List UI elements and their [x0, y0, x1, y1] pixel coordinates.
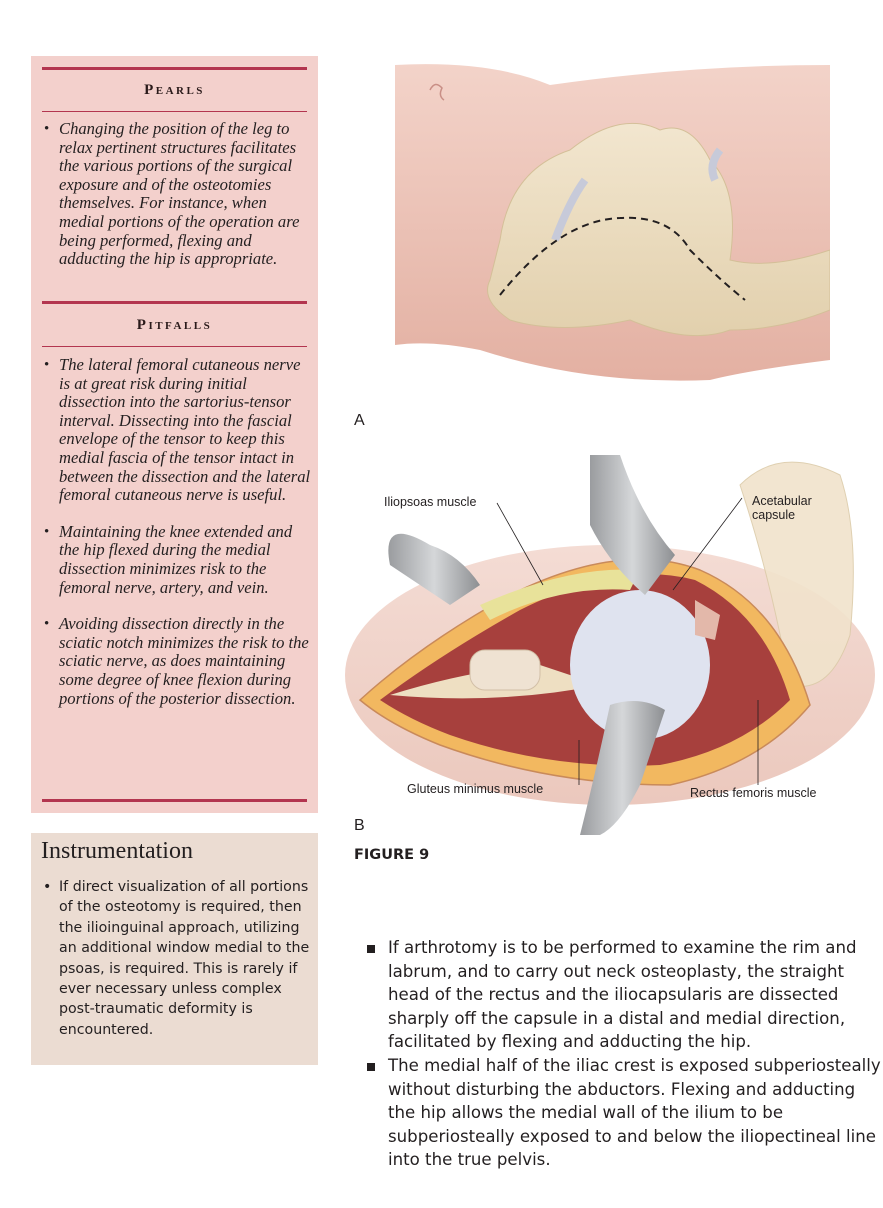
pearls-list: [42, 120, 312, 287]
pitfalls-list: [42, 356, 312, 726]
divider: [42, 301, 307, 304]
figure-a-illustration: [390, 60, 830, 385]
list-item: • Avoiding dissection directly in the sciatic notch minimizes the risk to the sciatic nerve, as does maintaining some degree of knee flexion during portions of the posterior dissection.: [44, 614, 309, 708]
pearls-pitfalls-box: [31, 56, 318, 813]
divider: [42, 346, 307, 347]
list-item: If arthrotomy is to be performed to examine the rim and labrum, and to carry out neck osteoplasty, the straight head of the rectus and the iliocapsularis are dissected sharply off the capsule in a distal and medial direction, facilitated by flexing and adducting the hip.: [367, 936, 882, 1054]
label-gluteus: Gluteus minimus muscle: [407, 782, 544, 796]
list-item: • The lateral femoral cutaneous nerve is at great risk during initial dissection into the sartorius-tensor interval. Dissecting into the fascial envelope of the tensor to keep this medial fascia of the tensor intact in between the dissection and the lateral femoral cutaneous nerve is useful.: [44, 355, 311, 505]
label-iliopsoas: Iliopsoas muscle: [384, 495, 477, 509]
instrumentation-list: [42, 877, 314, 1040]
label-rectus: Rectus femoris muscle: [690, 786, 817, 800]
figure-caption: FIGURE 9: [354, 847, 430, 863]
divider: [42, 799, 307, 802]
body-bullets: [367, 936, 882, 1172]
bullet-icon: •: [44, 121, 50, 137]
square-bullet-icon: [367, 1063, 375, 1071]
pitfalls-heading: Pitfalls: [136, 317, 213, 333]
instrumentation-title: Instrumentation: [41, 838, 193, 864]
divider: [42, 111, 307, 112]
bullet-icon: •: [43, 879, 52, 895]
label-acetabular-line2: capsule: [752, 508, 796, 522]
bullet-icon: •: [44, 523, 50, 540]
bullet-icon: •: [44, 357, 50, 373]
list-item: • If direct visualization of all portions of the osteotomy is required, then the ilioinguinal approach, utilizing an additional window medial to the psoas, is required. This is rarely if ever necessary unless complex post-traumatic deformity is encountered.: [43, 879, 310, 1038]
list-item: • Maintaining the knee extended and the hip flexed during the medial dissection minimizes risk to the femoral nerve, artery, and vein.: [44, 521, 293, 597]
bullet-icon: •: [44, 616, 50, 633]
square-bullet-icon: [367, 945, 375, 953]
figure-b-illustration: [340, 455, 883, 835]
list-item: • Changing the position of the leg to relax pertinent structures facilitates the various portions of the surgical exposure and of the osteotomies themselves. For instance, when medial portions of the operation are being performed, flexing and adducting the hip is appropriate.: [44, 119, 300, 269]
instrumentation-box: [31, 833, 318, 1065]
list-item: The medial half of the iliac crest is exposed subperiosteally without disturbing the abductors. Flexing and adducting the hip allows the medial wall of the ilium to be subperiosteally exposed to and below the iliopectineal line into the true pelvis.: [367, 1054, 882, 1172]
pearls-heading: Pearls: [144, 82, 205, 98]
panel-label-b: B: [354, 817, 365, 834]
divider: [42, 67, 307, 70]
label-acetabular-line1: Acetabular: [752, 494, 812, 508]
panel-label-a: A: [354, 412, 365, 429]
